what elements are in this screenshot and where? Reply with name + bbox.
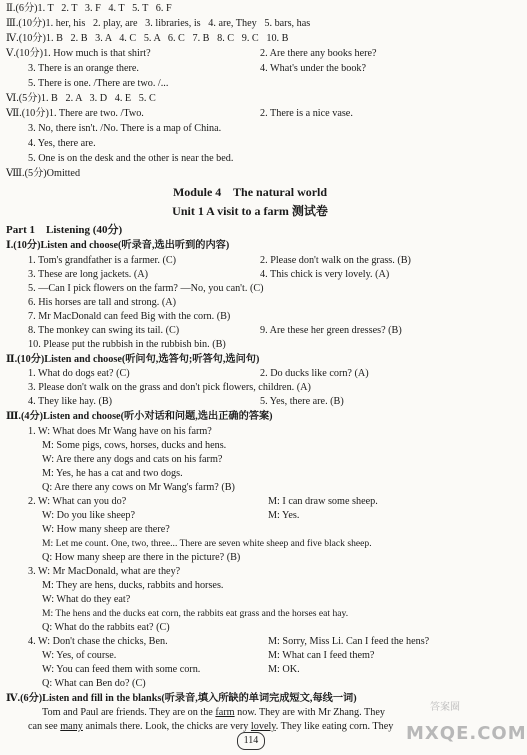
- answer-line: Ⅲ.(10分)1. her, his 2. play, are 3. libraries, is 4. are, They 5. bars, has: [6, 18, 311, 29]
- passage-line: [42, 707, 385, 719]
- answer-line: 3. There is an orange there.: [28, 63, 139, 74]
- part-heading: Part 1 Listening (40分): [6, 224, 123, 236]
- unit-title: Unit 1 A visit to a farm 测试卷: [172, 204, 328, 218]
- dialogue-line: M: Sorry, Miss Li. Can I feed the hens?: [268, 636, 430, 647]
- dialogue-line: M: What can I feed them?: [268, 650, 375, 661]
- dialogue-line: M: Yes.: [268, 510, 300, 521]
- answer-line: 2. Do ducks like corn? (A): [260, 368, 369, 379]
- answer-line: 3. Please don't walk on the grass and don't pick flowers, children. (A): [28, 382, 311, 393]
- dialogue-line: 4. W: Don't chase the chicks, Ben.: [28, 636, 168, 647]
- answer-line: 4. What's under the book?: [260, 63, 367, 74]
- answer-line: 3. These are long jackets. (A): [28, 269, 149, 280]
- answer-line: 5. Yes, there are. (B): [260, 396, 344, 407]
- filled-blank: lovely: [250, 721, 276, 732]
- answer-line: 10. Please put the rubbish in the rubbish bin. (B): [28, 339, 226, 350]
- section-heading: Ⅰ.(10分)Listen and choose(听录音,选出听到的内容): [6, 240, 230, 251]
- answer-line: 2. Please don't walk on the grass. (B): [260, 255, 411, 266]
- filled-blank: farm: [215, 707, 235, 718]
- module-title: Module 4 The natural world: [172, 185, 328, 199]
- answer-line: Ⅷ.(5分)Omitted: [6, 168, 81, 179]
- watermark-logo: MXQE.COM: [406, 723, 527, 744]
- answer-line: 6. His horses are tall and strong. (A): [28, 297, 176, 308]
- dialogue-line: M: Yes, he has a cat and two dogs.: [42, 468, 183, 479]
- dialogue-line: W: Are there any dogs and cats on his farm?: [42, 454, 223, 465]
- dialogue-line: 1. W: What does Mr Wang have on his farm?: [28, 426, 212, 437]
- answer-line: 5. —Can I pick flowers on the farm? —No, you can't. (C): [28, 283, 264, 294]
- dialogue-line: M: OK.: [268, 664, 300, 675]
- watermark-text: 答案圈: [430, 702, 460, 713]
- dialogue-line: M: I can draw some sheep.: [268, 496, 378, 507]
- dialogue-line: M: Let me count. One, two, three... There are seven white sheep and five black sheep.: [42, 538, 372, 549]
- dialogue-line: W: How many sheep are there?: [42, 524, 170, 535]
- answer-line: Ⅳ.(10分)1. B 2. B 3. A 4. C 5. A 6. C 7. B 8. C 9. C 10. B: [6, 33, 289, 44]
- dialogue-line: Q: What can Ben do? (C): [42, 678, 146, 689]
- answer-line: 4. Yes, there are.: [28, 138, 96, 149]
- passage-text: Tom and Paul are friends. They are on the: [42, 707, 216, 718]
- dialogue-line: Q: How many sheep are there in the picture? (B): [42, 552, 241, 563]
- dialogue-line: Q: Are there any cows on Mr Wang's farm? (B): [42, 482, 235, 493]
- answer-line: Ⅶ.(10分)1. There are two. /Two.: [6, 108, 144, 119]
- answer-line: 9. Are these her green dresses? (B): [260, 325, 402, 336]
- page-number: 114: [237, 732, 265, 750]
- answer-line: Ⅵ.(5分)1. B 2. A 3. D 4. E 5. C: [6, 93, 156, 104]
- passage-line: [28, 721, 393, 733]
- passage-text: now. They are with Mr Zhang. They: [234, 707, 385, 718]
- dialogue-line: Q: What do the rabbits eat? (C): [42, 622, 170, 633]
- answer-line: 8. The monkey can swing its tail. (C): [28, 325, 180, 336]
- dialogue-line: W: Yes, of course.: [42, 650, 117, 661]
- dialogue-line: M: Some pigs, cows, horses, ducks and hens.: [42, 440, 227, 451]
- dialogue-line: M: They are hens, ducks, rabbits and horses.: [42, 580, 224, 591]
- dialogue-line: 2. W: What can you do?: [28, 496, 127, 507]
- answer-line: 2. There is a nice vase.: [260, 108, 353, 119]
- answer-line: Ⅱ.(6分)1. T 2. T 3. F 4. T 5. T 6. F: [6, 3, 172, 14]
- answer-line: 5. There is one. /There are two. /...: [28, 78, 169, 89]
- filled-blank: many: [60, 721, 83, 732]
- section-heading: Ⅲ.(4分)Listen and choose(听小对话和问题,选出正确的答案): [6, 411, 273, 422]
- passage-text: . They like eating corn. They: [275, 721, 394, 732]
- answer-line: Ⅴ.(10分)1. How much is that shirt?: [6, 48, 151, 59]
- answer-line: 4. This chick is very lovely. (A): [260, 269, 390, 280]
- answer-line: 1. Tom's grandfather is a farmer. (C): [28, 255, 177, 266]
- dialogue-line: W: What do they eat?: [42, 594, 131, 605]
- section-heading: Ⅳ.(6分)Listen and fill in the blanks(听录音,填入所缺的单词完成短文,每线一词): [6, 693, 357, 704]
- dialogue-line: 3. W: Mr MacDonald, what are they?: [28, 566, 181, 577]
- answer-line: 2. Are there any books here?: [260, 48, 377, 59]
- dialogue-line: W: Do you like sheep?: [42, 510, 135, 521]
- answer-line: 5. One is on the desk and the other is near the bed.: [28, 153, 234, 164]
- answer-line: 4. They like hay. (B): [28, 396, 113, 407]
- dialogue-line: M: The hens and the ducks eat corn, the rabbits eat grass and the horses eat hay.: [42, 608, 349, 619]
- answer-line: 3. No, there isn't. /No. There is a map of China.: [28, 123, 222, 134]
- dialogue-line: W: You can feed them with some corn.: [42, 664, 201, 675]
- passage-text: can see: [28, 721, 61, 732]
- answer-line: 7. Mr MacDonald can feed Big with the corn. (B): [28, 311, 231, 322]
- answer-line: 1. What do dogs eat? (C): [28, 368, 130, 379]
- passage-text: animals there. Look, the chicks are very: [82, 721, 251, 732]
- section-heading: Ⅱ.(10分)Listen and choose(听问句,选答句;听答句,选问句): [6, 354, 260, 365]
